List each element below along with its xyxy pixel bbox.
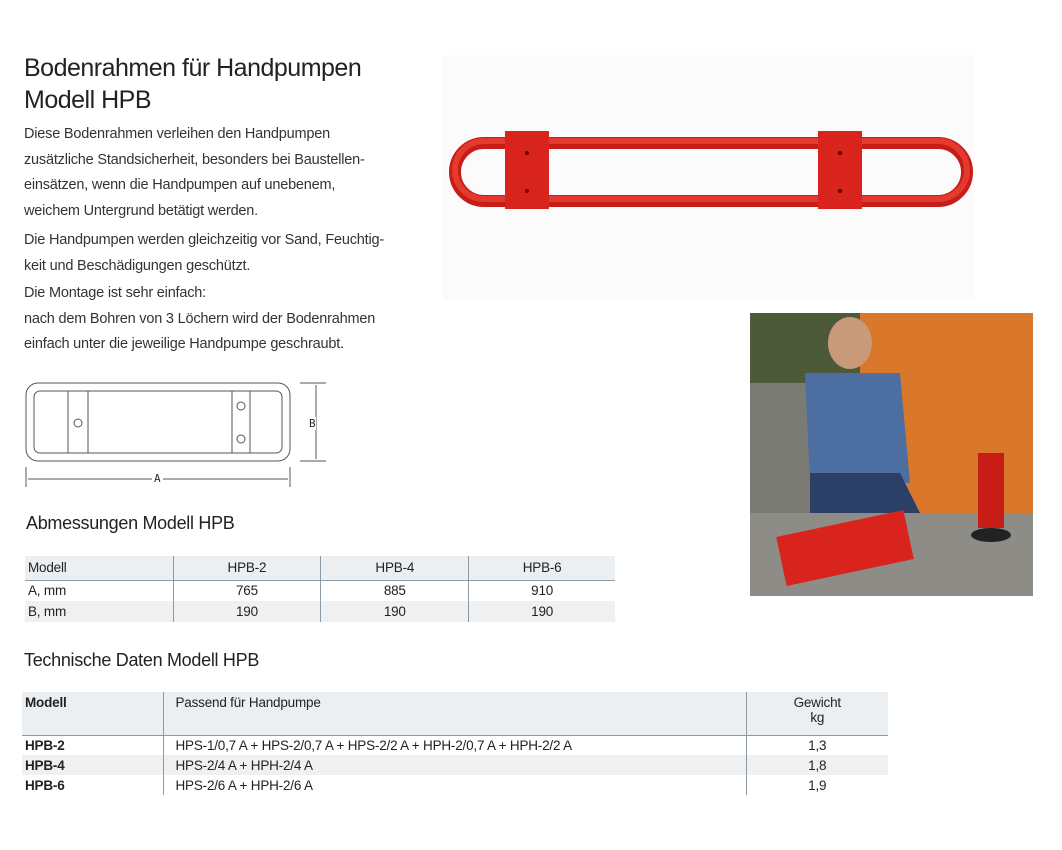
text-line: zusätzliche Standsicherheit, besonders bei Baustellen- <box>24 151 365 168</box>
dimension-label-a: A <box>154 472 161 485</box>
text-line: weichem Untergrund betätigt werden. <box>24 202 258 219</box>
table-row <box>22 755 888 775</box>
table-row <box>22 775 888 795</box>
table-cell: HPS-1/0,7 A + HPS-2/0,7 A + HPS-2/2 A + HPH-2/0,7 A + HPH-2/2 A <box>163 735 746 755</box>
text-line: Diese Bodenrahmen verleihen den Handpumpen <box>24 126 330 142</box>
table-row <box>25 601 615 622</box>
table-cell: 910 <box>469 580 615 601</box>
header-text: Gewicht <box>793 695 841 710</box>
dimensions-table <box>25 556 615 622</box>
technical-table <box>22 692 888 795</box>
table-header-row <box>25 556 615 580</box>
page-title <box>24 52 361 116</box>
table-header-row <box>22 692 888 735</box>
table-cell: 1,3 <box>746 735 888 755</box>
text-line: nach dem Bohren von 3 Löchern wird der Bodenrahmen <box>24 310 376 327</box>
text-line: Die Handpumpen werden gleichzeitig vor Sand, Feuchtig- <box>24 232 384 248</box>
column-header: HPB-4 <box>321 556 469 580</box>
red-floor-frame-photo <box>443 55 975 300</box>
table-row <box>25 580 615 601</box>
table-cell: 765 <box>173 580 321 601</box>
column-header: HPB-2 <box>173 556 321 580</box>
table-cell: B, mm <box>25 601 173 622</box>
text-line: Die Montage ist sehr einfach: <box>24 285 206 301</box>
table-cell: 190 <box>173 601 321 622</box>
text-line: keit und Beschädigungen geschützt. <box>24 257 251 274</box>
dimension-label-b: B <box>309 417 316 430</box>
column-header: Modell <box>25 556 173 580</box>
column-header: Passend für Handpumpe <box>163 692 746 735</box>
column-header <box>746 692 888 735</box>
technical-heading: Technische Daten Modell HPB <box>24 650 260 670</box>
title-line-1: Bodenrahmen für Handpumpen <box>24 54 362 82</box>
column-header: HPB-6 <box>469 556 615 580</box>
description-paragraph-1 <box>24 122 365 224</box>
dimensions-heading: Abmessungen Modell HPB <box>26 513 235 533</box>
table-row <box>22 735 888 755</box>
table-cell: 1,8 <box>746 755 888 775</box>
text-line: einsätzen, wenn die Handpumpen auf unebenem, <box>24 177 336 193</box>
header-unit: kg <box>810 710 825 725</box>
table-cell: 190 <box>469 601 615 622</box>
worker-with-hand-pump-photo <box>750 313 1033 596</box>
table-cell: HPS-2/4 A + HPH-2/4 A <box>163 755 746 775</box>
column-header: Modell <box>22 692 163 735</box>
table-cell: 1,9 <box>746 775 888 795</box>
table-cell: HPB-6 <box>25 777 65 793</box>
description-paragraph-2 <box>24 228 384 279</box>
description-paragraph-3 <box>24 281 375 358</box>
table-cell: A, mm <box>28 583 66 599</box>
table-cell: HPB-2 <box>25 737 65 753</box>
title-line-2: Modell HPB <box>24 86 151 114</box>
table-cell: HPB-4 <box>22 755 163 775</box>
table-cell: HPS-2/6 A + HPH-2/6 A <box>163 775 746 795</box>
frame-dimension-drawing <box>20 375 340 495</box>
table-cell: 190 <box>321 601 469 622</box>
table-cell: 885 <box>321 580 469 601</box>
text-line: einfach unter die jeweilige Handpumpe geschraubt. <box>24 336 344 352</box>
